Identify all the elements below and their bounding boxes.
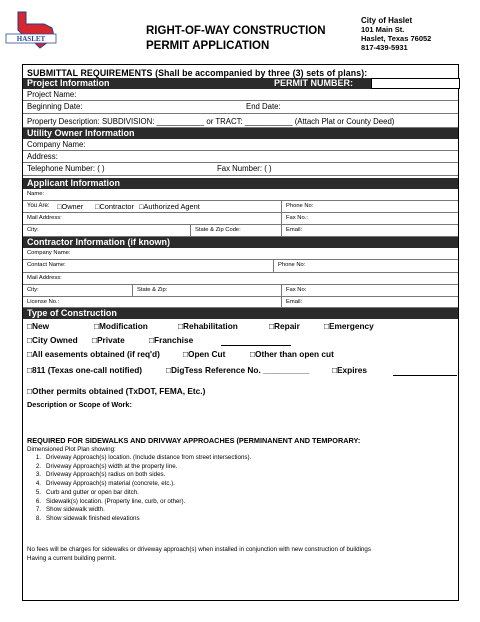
franchise-label: Franchise bbox=[154, 335, 194, 345]
applicant-name-label: Name: bbox=[27, 191, 45, 197]
checkbox-icon: □ bbox=[27, 349, 33, 359]
owner-label: Owner bbox=[61, 202, 84, 211]
contractor-license-row[interactable] bbox=[23, 297, 458, 308]
franchise-field[interactable] bbox=[221, 345, 291, 346]
contractor-phone-label: Phone No: bbox=[278, 262, 306, 268]
list-item: 7. Show sidewalk width. bbox=[35, 506, 105, 514]
fee-note-2: Having a current building permit. bbox=[27, 554, 117, 562]
checkbox-icon: □ bbox=[139, 202, 144, 211]
expires-checkbox[interactable] bbox=[332, 365, 367, 375]
city-owned-label: City Owned bbox=[32, 335, 78, 345]
contractor-mail-label: Mail Address: bbox=[27, 275, 62, 281]
fee-notes bbox=[27, 546, 371, 563]
contractor-fax-label: Fax No: bbox=[286, 287, 307, 293]
contractor-company-row[interactable] bbox=[23, 248, 458, 260]
digtess-checkbox[interactable] bbox=[166, 365, 309, 375]
utility-fax-label: Fax Number: ( ) bbox=[217, 164, 272, 173]
utility-address-label: Address: bbox=[27, 152, 58, 161]
section-header-construction bbox=[23, 308, 458, 319]
requirements-list bbox=[27, 454, 251, 524]
checkbox-icon: □ bbox=[27, 386, 33, 396]
checkbox-icon: □ bbox=[178, 321, 184, 331]
contractor-email-label: Email: bbox=[286, 299, 303, 305]
city-state-zip: Haslet, Texas 76052 bbox=[361, 34, 432, 43]
applicant-type-row bbox=[23, 201, 458, 213]
agent-label: Authorized Agent bbox=[143, 202, 200, 211]
expires-label: Expires bbox=[337, 365, 367, 375]
list-item: 1. Driveway Approach(s) location. (Include distance from street intersections). bbox=[35, 454, 252, 461]
permit-number-field[interactable] bbox=[371, 78, 460, 89]
fee-note-1: No fees will be charges for sidewalks or driveway approach(s) when installed in conjunction with new construction of buildings bbox=[27, 546, 371, 553]
list-item-text: Driveway Approach(s) width at the property line. bbox=[46, 462, 178, 470]
checkbox-icon: □ bbox=[149, 335, 155, 345]
franchise-checkbox[interactable] bbox=[149, 335, 193, 345]
you-are-label: You Are: bbox=[27, 203, 50, 209]
list-item-text: Driveway Approach(s) material (concrete, etc.). bbox=[46, 480, 175, 488]
utility-company-label: Company Name: bbox=[27, 140, 86, 149]
city-phone: 817-439-5931 bbox=[361, 43, 408, 52]
contractor-state-zip-label: State & Zip: bbox=[137, 287, 168, 293]
applicant-mail-label: Mail Address: bbox=[27, 215, 62, 221]
contractor-license-label: License No.: bbox=[27, 299, 60, 305]
list-item: 2. Driveway Approach(s) width at the property line. bbox=[35, 462, 178, 470]
c811-label: 811 (Texas one-call notified) bbox=[32, 365, 143, 375]
contractor-company-label: Company Name: bbox=[27, 250, 71, 256]
expires-field[interactable] bbox=[393, 375, 457, 376]
description-label: Description or Scope of Work: bbox=[27, 400, 132, 409]
contractor-checkbox[interactable] bbox=[95, 201, 134, 212]
section-header-utility bbox=[23, 128, 458, 139]
permit-form bbox=[22, 64, 459, 601]
checkbox-icon: □ bbox=[250, 349, 256, 359]
contractor-label: Contractor bbox=[99, 202, 134, 211]
applicant-state-zip-label: State & Zip Code: bbox=[195, 227, 241, 233]
applicant-name-row[interactable] bbox=[23, 189, 458, 201]
list-item: 6. Sidewalk(s) location. (Property line, curb, or other). bbox=[35, 497, 186, 505]
list-item: 4. Driveway Approach(s) material (concrete, etc.). bbox=[35, 480, 175, 488]
utility-header-label: Utility Owner Information bbox=[27, 128, 135, 138]
project-name-label: Project Name: bbox=[27, 90, 77, 99]
construction-header-label: Type of Construction bbox=[27, 308, 117, 318]
checkbox-icon: □ bbox=[94, 321, 100, 331]
city-owned-checkbox[interactable] bbox=[27, 335, 78, 345]
contractor-contact-label: Contact Name: bbox=[27, 262, 66, 268]
description-field[interactable] bbox=[27, 410, 454, 432]
modification-checkbox[interactable] bbox=[94, 321, 148, 331]
utility-company-row[interactable] bbox=[23, 139, 458, 151]
applicant-email-label: Email: bbox=[286, 227, 303, 233]
list-item: 3. Driveway Approach(s) radius on both sides. bbox=[35, 471, 166, 479]
section-header-contractor bbox=[23, 237, 458, 248]
emergency-checkbox[interactable] bbox=[324, 321, 374, 331]
open-cut-checkbox[interactable] bbox=[183, 349, 225, 359]
checkbox-icon: □ bbox=[324, 321, 330, 331]
list-item-text: Driveway Approach(s) radius on both sides. bbox=[46, 471, 166, 479]
checkbox-icon: □ bbox=[269, 321, 275, 331]
checkbox-icon: □ bbox=[92, 335, 98, 345]
list-item-text: Show sidewalk finished elevations bbox=[46, 514, 140, 522]
project-header-label: Project Information bbox=[27, 78, 110, 88]
contractor-contact-row[interactable] bbox=[23, 260, 458, 273]
checkbox-icon: □ bbox=[27, 365, 33, 375]
contractor-mail-row[interactable] bbox=[23, 273, 458, 285]
other-than-open-cut-label: Other than open cut bbox=[255, 349, 334, 359]
end-date-label: End Date: bbox=[246, 102, 281, 111]
applicant-phone-label: Phone No: bbox=[286, 203, 314, 209]
rehabilitation-label: Rehabilitation bbox=[183, 321, 238, 331]
applicant-header-label: Applicant Information bbox=[27, 178, 120, 188]
agent-checkbox[interactable] bbox=[139, 201, 200, 212]
submittal-requirements: SUBMITTAL REQUIREMENTS (Shall be accompanied by three (3) sets of plans): bbox=[27, 68, 368, 78]
other-permits-checkbox[interactable] bbox=[27, 386, 205, 396]
list-item: 8. Show sidewalk finished elevations bbox=[35, 514, 140, 522]
emergency-label: Emergency bbox=[329, 321, 374, 331]
list-item-text: Driveway Approach(s) location. (Include distance from street intersections). bbox=[46, 454, 252, 461]
easements-checkbox[interactable] bbox=[27, 349, 160, 359]
section-header-applicant bbox=[23, 178, 458, 189]
repair-label: Repair bbox=[274, 321, 300, 331]
applicant-fax-label: Fax No.: bbox=[286, 215, 308, 221]
requirements-subtitle: Dimensioned Plot Plan showing: bbox=[27, 446, 116, 453]
city-address bbox=[361, 16, 431, 52]
new-label: New bbox=[32, 321, 50, 331]
applicant-mail-row[interactable] bbox=[23, 213, 458, 225]
page-title bbox=[146, 24, 326, 54]
rehabilitation-checkbox[interactable] bbox=[178, 321, 238, 331]
list-item-text: Sidewalk(s) location. (Property line, curb, or other). bbox=[46, 497, 186, 505]
title-line-2: PERMIT APPLICATION bbox=[146, 40, 270, 52]
city-name: City of Haslet bbox=[361, 16, 413, 25]
list-item-text: Show sidewalk width. bbox=[46, 506, 105, 514]
svg-text:HASLET: HASLET bbox=[16, 35, 46, 43]
project-name-row[interactable] bbox=[23, 89, 458, 101]
applicant-city-label: City: bbox=[27, 227, 39, 233]
list-item: 5. Curb and gutter or open bar ditch. bbox=[35, 488, 139, 496]
requirements-title: REQUIRED FOR SIDEWALKS AND DRIVWAY APPROACHES (PERMINANENT AND TEMPORARY: bbox=[27, 436, 361, 445]
repair-checkbox[interactable] bbox=[269, 321, 300, 331]
checkbox-icon: □ bbox=[27, 321, 33, 331]
utility-phone-row[interactable] bbox=[23, 163, 458, 176]
city-logo bbox=[4, 10, 60, 50]
utility-telephone-label: Telephone Number: ( ) bbox=[27, 164, 105, 173]
private-label: Private bbox=[97, 335, 125, 345]
city-street: 101 Main St. bbox=[361, 25, 405, 34]
permit-number-label: PERMIT NUMBER: bbox=[274, 78, 353, 88]
dates-row[interactable] bbox=[23, 101, 458, 114]
applicant-city-row[interactable] bbox=[23, 225, 458, 237]
checkbox-icon: □ bbox=[27, 335, 33, 345]
checkbox-icon: □ bbox=[95, 202, 100, 211]
digtess-label: DigTess Reference No. __________ bbox=[171, 365, 310, 375]
easements-label: All easements obtained (if req'd) bbox=[32, 349, 160, 359]
checkbox-icon: □ bbox=[183, 349, 189, 359]
title-line-1: RIGHT-OF-WAY CONSTRUCTION bbox=[146, 25, 326, 37]
contractor-city-label: City: bbox=[27, 287, 39, 293]
checkbox-icon: □ bbox=[57, 202, 62, 211]
owner-checkbox[interactable] bbox=[57, 201, 83, 212]
list-item-text: Curb and gutter or open bar ditch. bbox=[46, 488, 139, 496]
contractor-city-row[interactable] bbox=[23, 285, 458, 297]
beginning-date-label: Beginning Date: bbox=[27, 102, 83, 111]
other-than-open-cut-checkbox[interactable] bbox=[250, 349, 334, 359]
checkbox-icon: □ bbox=[332, 365, 338, 375]
checkbox-icon: □ bbox=[166, 365, 172, 375]
modification-label: Modification bbox=[99, 321, 148, 331]
other-permits-label: Other permits obtained (TxDOT, FEMA, Etc.) bbox=[32, 386, 206, 396]
private-checkbox[interactable] bbox=[92, 335, 125, 345]
new-checkbox[interactable] bbox=[27, 321, 49, 331]
property-description-label: Property Description: SUBDIVISION: ___________ or TRACT: ___________ (Attach Plat or County Deed) bbox=[27, 117, 395, 126]
property-description-row[interactable] bbox=[23, 114, 458, 128]
open-cut-label: Open Cut bbox=[188, 349, 226, 359]
utility-address-row[interactable] bbox=[23, 151, 458, 163]
contractor-header-label: Contractor Information (if known) bbox=[27, 237, 170, 247]
c811-checkbox[interactable] bbox=[27, 365, 142, 375]
